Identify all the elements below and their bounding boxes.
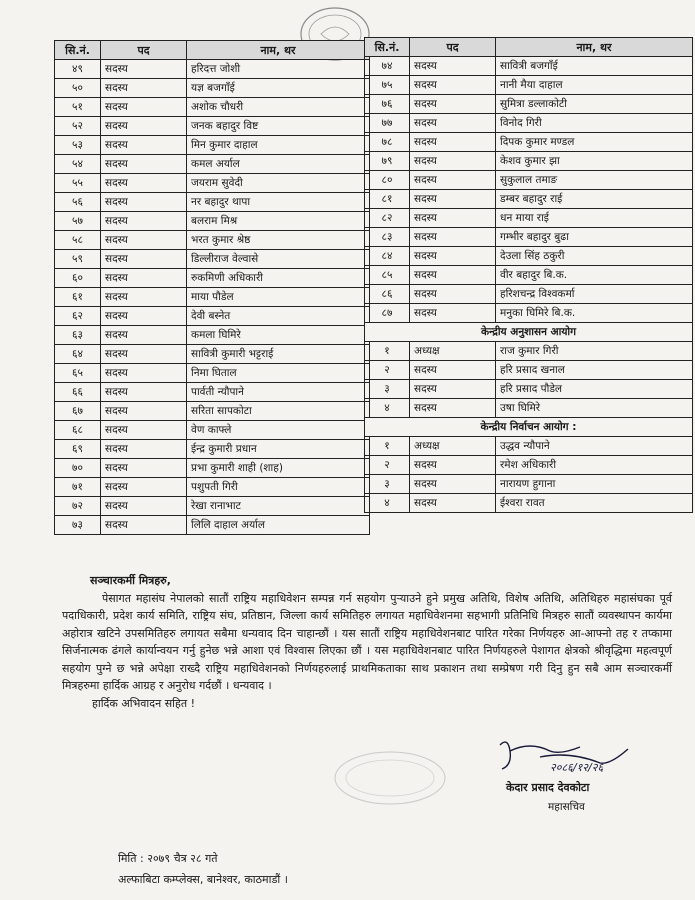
table-row <box>55 136 370 155</box>
table-row <box>365 209 693 228</box>
cell-post: अध्यक्ष <box>410 437 496 456</box>
cell-post: सदस्य <box>101 345 187 364</box>
cell-name: विनोद गिरी <box>496 114 693 133</box>
cell-post: सदस्य <box>410 285 496 304</box>
table-row <box>55 516 370 535</box>
table-row <box>365 494 693 513</box>
cell-post: सदस्य <box>101 60 187 79</box>
cell-sn: ४ <box>365 494 410 513</box>
table-row <box>55 117 370 136</box>
cell-name: देउला सिंह ठकुरी <box>496 247 693 266</box>
signatory-name: केदार प्रसाद देवकोटा <box>506 781 590 794</box>
cell-name: गम्भीर बहादुर बुढा <box>496 228 693 247</box>
cell-sn: ७० <box>55 459 101 478</box>
cell-sn: ६७ <box>55 402 101 421</box>
cell-sn: ५२ <box>55 117 101 136</box>
footer-address: अल्फाबिटा कम्प्लेक्स, बानेश्वर, काठमाडौं । <box>118 873 288 886</box>
cell-post: सदस्य <box>101 326 187 345</box>
table-row <box>55 155 370 174</box>
cell-post: सदस्य <box>101 288 187 307</box>
cell-post: सदस्य <box>410 57 496 76</box>
cell-post: सदस्य <box>101 79 187 98</box>
cell-sn: ५६ <box>55 193 101 212</box>
section-discipline-commission-title: केन्द्रीय अनुशासन आयोग <box>365 323 693 342</box>
cell-post: सदस्य <box>101 117 187 136</box>
table-row <box>365 285 693 304</box>
table-row <box>55 174 370 193</box>
header-post: पद <box>410 38 496 57</box>
table-row <box>55 269 370 288</box>
header-post: पद <box>101 41 187 60</box>
table-row <box>55 421 370 440</box>
table-row <box>55 402 370 421</box>
cell-name: हरि प्रसाद खनाल <box>496 361 693 380</box>
cell-sn: ५८ <box>55 231 101 250</box>
table-row <box>365 304 693 323</box>
cell-post: सदस्य <box>101 174 187 193</box>
cell-sn: ८५ <box>365 266 410 285</box>
cell-name: जयराम सुवेदी <box>187 174 370 193</box>
cell-post: सदस्य <box>410 361 496 380</box>
cell-sn: ६४ <box>55 345 101 364</box>
cell-sn: ७९ <box>365 152 410 171</box>
cell-post: सदस्य <box>410 152 496 171</box>
cell-sn: ८० <box>365 171 410 190</box>
cell-sn: ५३ <box>55 136 101 155</box>
cell-sn: ५५ <box>55 174 101 193</box>
table-row <box>55 60 370 79</box>
table-row <box>55 307 370 326</box>
cell-post: सदस्य <box>410 380 496 399</box>
cell-name: बलराम मिश्र <box>187 212 370 231</box>
cell-sn: १ <box>365 342 410 361</box>
cell-sn: ७५ <box>365 76 410 95</box>
cell-name: निमा घिताल <box>187 364 370 383</box>
cell-name: डिल्लीराज वेल्वासे <box>187 250 370 269</box>
table-row <box>55 383 370 402</box>
table-row <box>365 190 693 209</box>
section-election-commission-title: केन्द्रीय निर्वाचन आयोग : <box>365 418 693 437</box>
cell-name: उषा घिमिरे <box>496 399 693 418</box>
table-row <box>365 342 693 361</box>
cell-name: नर बहादुर थापा <box>187 193 370 212</box>
cell-name: रमेश अधिकारी <box>496 456 693 475</box>
cell-post: सदस्य <box>101 98 187 117</box>
cell-name: दिपक कुमार मण्डल <box>496 133 693 152</box>
cell-name: ईन्द्र कुमारी प्रधान <box>187 440 370 459</box>
table-row <box>365 361 693 380</box>
footer-date: मिति : २०७९ चैत्र २८ गते <box>118 852 218 865</box>
cell-post: सदस्य <box>410 209 496 228</box>
cell-post: अध्यक्ष <box>410 342 496 361</box>
cell-name: उद्धव न्यौपाने <box>496 437 693 456</box>
table-row <box>365 437 693 456</box>
cell-name: वेण काफ्ले <box>187 421 370 440</box>
table-row <box>55 478 370 497</box>
header-name: नाम, थर <box>187 41 370 60</box>
table-row <box>55 98 370 117</box>
cell-name: प्रभा कुमारी शाही (शाह) <box>187 459 370 478</box>
signatory-title: महासचिव <box>548 801 585 813</box>
cell-sn: ३ <box>365 380 410 399</box>
cell-name: रेखा रानाभाट <box>187 497 370 516</box>
table-row <box>365 456 693 475</box>
cell-name: नानी मैया दाहाल <box>496 76 693 95</box>
cell-name: सरिता सापकोटा <box>187 402 370 421</box>
cell-post: सदस्य <box>410 247 496 266</box>
cell-name: मिन कुमार दाहाल <box>187 136 370 155</box>
cell-name: राज कुमार गिरी <box>496 342 693 361</box>
cell-name: सावित्री कुमारी भट्टराई <box>187 345 370 364</box>
table-row <box>55 79 370 98</box>
table-row <box>55 288 370 307</box>
members-table-left <box>54 40 370 535</box>
cell-sn: १ <box>365 437 410 456</box>
letter-paragraph: पेसागत महासंघ नेपालको सातौं राष्ट्रिय महाधिवेशन सम्पन्न गर्न सहयोग पुऱ्याउने हुने प्रमुख अतिथि, विशेष अतिथि, अतिथिहरु महासंघका पूर्व पदाधिकारी, प्रदेश कार्य समिति, राष्ट्रिय संघ, प्रतिष्ठान, जिल्ला कार्य समितिहरु लगायत महाधिवेशनमा सहभागी प्रतिनिधि मित्रहरु सातौं व्यवस्थापन कार्यमा अहोरात्र खटिने उपसमितिहरु लगायत सबैमा धन्यवाद दिन चाहान्छौं । यस सातौं राष्ट्रिय महाधिवेशनबाट पारित गरेका निर्णयहरु आ-आफ्नो तह र तप्कामा सिर्जनात्मक ढंगले कार्यान्वयन गर्नु हुनेछ भन्ने आशा एवं विश्वास लिएका छौं । यस महाधिवेशनबाट पारित निर्णयहरुले पेशागत क्षेत्रको श्रीवृद्धिमा महत्वपूर्ण सहयोग पुग्ने छ भन्ने अपेक्षा राख्दै राष्ट्रिय महाधिवेशनको निर्णयहरुलाई प्राथमिकताका साथ प्रकाशन तथा सम्प्रेषण गरी दिनु हुन सबै आम सञ्चारकर्मी मित्रहरुमा हार्दिक आग्रह र अनुरोध गर्दछौं । धन्यवाद । <box>62 591 672 692</box>
cell-post: सदस्य <box>410 95 496 114</box>
faint-stamp <box>330 748 450 808</box>
section-election-commission <box>365 418 693 437</box>
cell-sn: ६९ <box>55 440 101 459</box>
cell-name: लिलि दाहाल अर्याल <box>187 516 370 535</box>
cell-sn: ५७ <box>55 212 101 231</box>
cell-name: कमल अर्याल <box>187 155 370 174</box>
cell-sn: ८१ <box>365 190 410 209</box>
cell-post: सदस्य <box>101 421 187 440</box>
cell-post: सदस्य <box>101 364 187 383</box>
cell-name: हरिशचन्द्र विश्वकर्मा <box>496 285 693 304</box>
cell-sn: ६८ <box>55 421 101 440</box>
cell-sn: ६५ <box>55 364 101 383</box>
cell-sn: ८३ <box>365 228 410 247</box>
cell-name: वीर बहादुर बि.क. <box>496 266 693 285</box>
cell-name: हरि प्रसाद पौडेल <box>496 380 693 399</box>
cell-name: कमला घिमिरे <box>187 326 370 345</box>
header-sn: सि.नं. <box>365 38 410 57</box>
cell-post: सदस्य <box>410 190 496 209</box>
table-row <box>365 228 693 247</box>
cell-name: डम्बर बहादुर राई <box>496 190 693 209</box>
cell-post: सदस्य <box>101 231 187 250</box>
cell-sn: २ <box>365 456 410 475</box>
cell-sn: ५९ <box>55 250 101 269</box>
cell-name: माया पौडेल <box>187 288 370 307</box>
svg-text:२०८६/१२/२६: २०८६/१२/२६ <box>550 761 604 774</box>
cell-sn: ६६ <box>55 383 101 402</box>
cell-post: सदस्य <box>101 193 187 212</box>
cell-name: मनुका घिमिरे बि.क. <box>496 304 693 323</box>
cell-post: सदस्य <box>101 250 187 269</box>
table-row <box>55 345 370 364</box>
cell-post: सदस्य <box>410 76 496 95</box>
cell-sn: ६२ <box>55 307 101 326</box>
cell-post: सदस्य <box>410 228 496 247</box>
cell-name: केशव कुमार झा <box>496 152 693 171</box>
cell-name: देवी बस्नेत <box>187 307 370 326</box>
cell-name: रुकमिणी अधिकारी <box>187 269 370 288</box>
cell-sn: ८४ <box>365 247 410 266</box>
cell-post: सदस्य <box>101 269 187 288</box>
cell-name: हरिदत्त जोशी <box>187 60 370 79</box>
table-row <box>365 133 693 152</box>
cell-post: सदस्य <box>101 497 187 516</box>
cell-sn: ७२ <box>55 497 101 516</box>
cell-name: ईश्वरा रावत <box>496 494 693 513</box>
cell-name: नारायण हुगाना <box>496 475 693 494</box>
table-row <box>365 380 693 399</box>
table-row <box>365 399 693 418</box>
table-row <box>365 57 693 76</box>
letter-body <box>62 572 672 712</box>
members-table-right <box>364 37 693 513</box>
cell-post: सदस्य <box>101 459 187 478</box>
cell-sn: ७१ <box>55 478 101 497</box>
table-row <box>55 193 370 212</box>
cell-sn: ४ <box>365 399 410 418</box>
cell-name: पार्वती न्यौपाने <box>187 383 370 402</box>
table-row <box>55 250 370 269</box>
cell-post: सदस्य <box>410 133 496 152</box>
cell-post: सदस्य <box>410 456 496 475</box>
cell-post: सदस्य <box>410 266 496 285</box>
header-sn: सि.नं. <box>55 41 101 60</box>
cell-post: सदस्य <box>410 304 496 323</box>
cell-sn: ५० <box>55 79 101 98</box>
cell-sn: ७८ <box>365 133 410 152</box>
cell-sn: ८७ <box>365 304 410 323</box>
cell-post: सदस्य <box>410 494 496 513</box>
cell-sn: ५४ <box>55 155 101 174</box>
table-row <box>55 440 370 459</box>
table-row <box>365 266 693 285</box>
cell-post: सदस्य <box>101 440 187 459</box>
table-row <box>55 497 370 516</box>
cell-post: सदस्य <box>101 212 187 231</box>
section-discipline-commission <box>365 323 693 342</box>
handwritten-signature <box>480 735 640 775</box>
cell-post: सदस्य <box>101 307 187 326</box>
table-row <box>365 95 693 114</box>
cell-post: सदस्य <box>101 402 187 421</box>
letter-closing: हार्दिक अभिवादन सहित ! <box>92 696 196 710</box>
cell-name: सुमित्रा डल्लाकोटी <box>496 95 693 114</box>
cell-post: सदस्य <box>410 475 496 494</box>
cell-sn: ४९ <box>55 60 101 79</box>
table-row <box>55 326 370 345</box>
cell-post: सदस्य <box>101 136 187 155</box>
cell-name: यज्ञ बजगाँई <box>187 79 370 98</box>
table-row <box>55 459 370 478</box>
cell-name: जनक बहादुर विष्ट <box>187 117 370 136</box>
cell-sn: ६० <box>55 269 101 288</box>
cell-sn: ६१ <box>55 288 101 307</box>
cell-name: सुकुलाल तमाङ <box>496 171 693 190</box>
table-row <box>365 171 693 190</box>
cell-sn: ७४ <box>365 57 410 76</box>
cell-post: सदस्य <box>410 171 496 190</box>
cell-post: सदस्य <box>101 516 187 535</box>
cell-sn: ५१ <box>55 98 101 117</box>
table-row <box>55 364 370 383</box>
cell-post: सदस्य <box>410 399 496 418</box>
cell-name: सावित्री बजगाँई <box>496 57 693 76</box>
cell-sn: ६३ <box>55 326 101 345</box>
cell-name: धन माया राई <box>496 209 693 228</box>
cell-post: सदस्य <box>101 383 187 402</box>
cell-sn: २ <box>365 361 410 380</box>
cell-name: भरत कुमार श्रेष्ठ <box>187 231 370 250</box>
cell-sn: ८६ <box>365 285 410 304</box>
table-row <box>365 152 693 171</box>
table-row <box>55 212 370 231</box>
cell-sn: ७६ <box>365 95 410 114</box>
table-row <box>55 231 370 250</box>
cell-post: सदस्य <box>101 478 187 497</box>
cell-name: अशोक चौधरी <box>187 98 370 117</box>
cell-sn: ७३ <box>55 516 101 535</box>
header-name: नाम, थर <box>496 38 693 57</box>
cell-name: पशुपती गिरी <box>187 478 370 497</box>
cell-post: सदस्य <box>410 114 496 133</box>
table-row <box>365 247 693 266</box>
cell-sn: ७७ <box>365 114 410 133</box>
cell-sn: ८२ <box>365 209 410 228</box>
table-row <box>365 114 693 133</box>
table-row <box>365 76 693 95</box>
letter-greeting: सञ्चारकर्मी मित्रहरु, <box>90 574 171 587</box>
cell-post: सदस्य <box>101 155 187 174</box>
cell-sn: ३ <box>365 475 410 494</box>
table-row <box>365 475 693 494</box>
